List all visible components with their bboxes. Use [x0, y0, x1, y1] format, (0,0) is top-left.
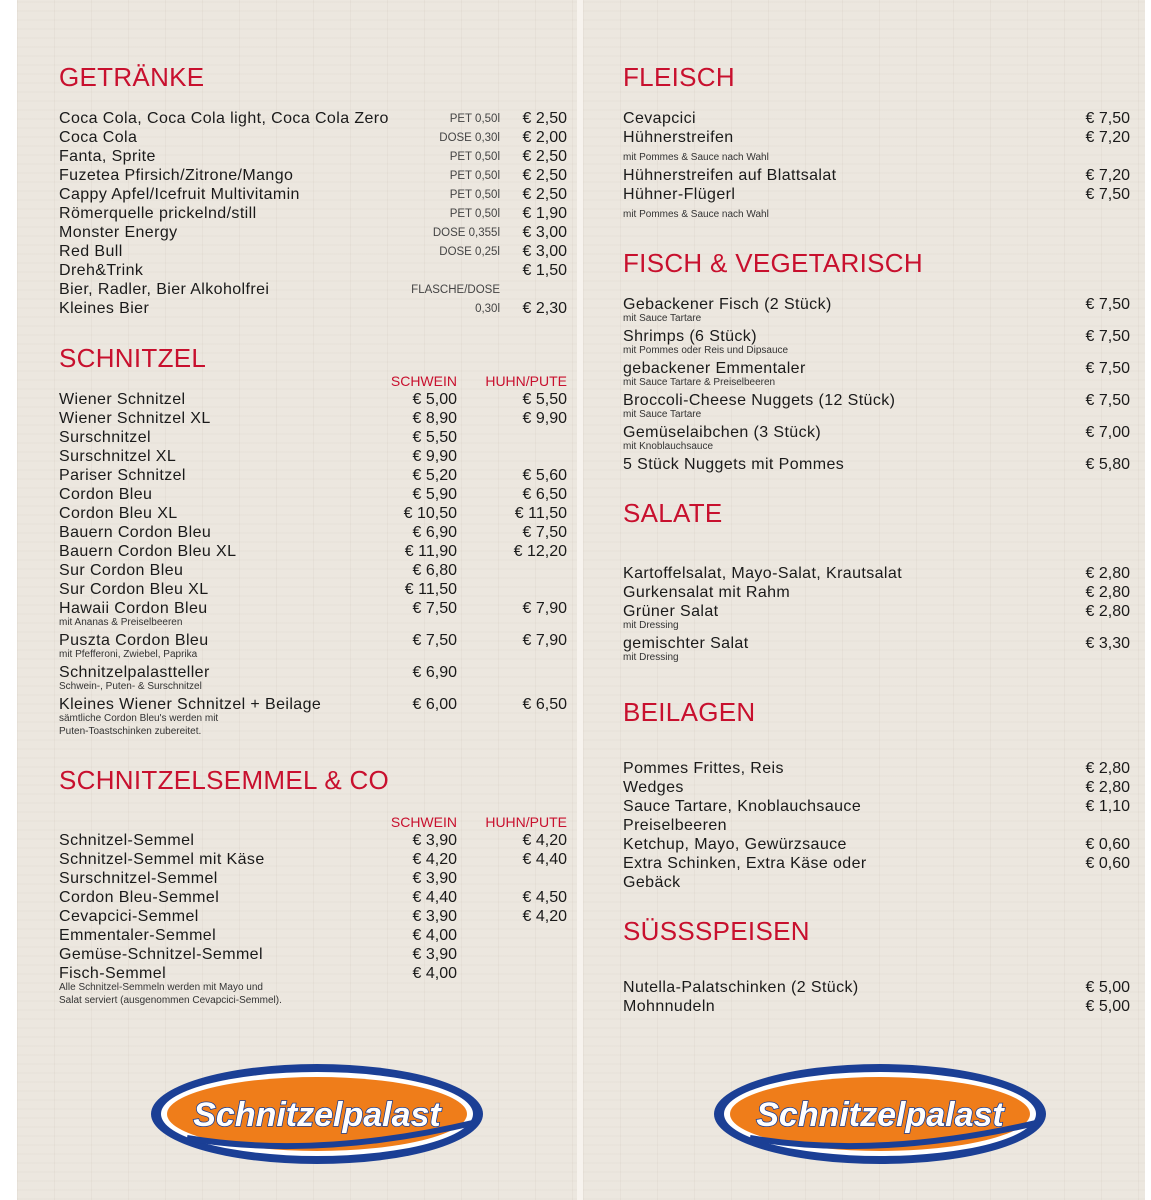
menu-item-name: Ketchup, Mayo, Gewürzsauce [623, 836, 847, 853]
menu-item-price: € 2,80 [1085, 565, 1130, 582]
price-schwein: € 6,90 [412, 664, 457, 681]
column-header-schwein: SCHWEIN [390, 814, 457, 830]
menu-item-price: € 3,30 [1085, 635, 1130, 652]
menu-item-price: € 7,50 [1085, 110, 1130, 127]
price-schwein: € 3,90 [412, 870, 457, 887]
price-schwein: € 4,40 [412, 889, 457, 906]
menu-item-name: Wiener Schnitzel XL [59, 410, 211, 427]
menu-footnote: Alle Schnitzel-Semmeln werden mit Mayo und [59, 982, 263, 993]
price-schwein: € 5,50 [412, 429, 457, 446]
price-schwein: € 3,90 [412, 832, 457, 849]
menu-item-name: gebackener Emmentaler [623, 360, 806, 377]
price-schwein: € 7,50 [412, 600, 457, 617]
menu-item-name: Fanta, Sprite [59, 148, 156, 165]
menu-item-price: € 2,80 [1085, 779, 1130, 796]
price-huhn-pute: € 4,50 [522, 889, 567, 906]
menu-item-price: € 5,80 [1085, 456, 1130, 473]
column-header-huhn-pute: HUHN/PUTE [485, 814, 567, 830]
menu-item-price: € 1,10 [1085, 798, 1130, 815]
menu-item-name: Cappy Apfel/Icefruit Multivitamin [59, 186, 300, 203]
price-huhn-pute: € 7,90 [522, 600, 567, 617]
menu-item-name: Sauce Tartare, Knoblauchsauce [623, 798, 862, 815]
price-schwein: € 7,50 [412, 632, 457, 649]
menu-item-note: sämtliche Cordon Bleu's werden mit [59, 713, 219, 724]
menu-item-price: € 2,80 [1085, 584, 1130, 601]
menu-item-name: Cordon Bleu-Semmel [59, 889, 220, 906]
menu-item-name: Gemüse-Schnitzel-Semmel [59, 946, 263, 963]
menu-item-price: € 7,50 [1085, 186, 1130, 203]
menu-item-name: Sur Cordon Bleu [59, 562, 184, 579]
menu-item-name: Kleines Wiener Schnitzel + Beilage [59, 696, 322, 713]
menu-item-note: mit Pfefferoni, Zwiebel, Paprika [59, 649, 198, 660]
menu-item-name: Bauern Cordon Bleu [59, 524, 212, 541]
menu-item-unit: PET 0,50l [449, 189, 500, 201]
menu-item-price: € 0,60 [1085, 836, 1130, 853]
menu-item-unit: PET 0,50l [449, 113, 500, 125]
section-title-schnitzel: SCHNITZEL [59, 343, 207, 373]
price-huhn-pute: € 7,50 [522, 524, 567, 541]
column-header-schwein: SCHWEIN [390, 373, 457, 389]
menu-item-name: Schnitzel-Semmel [59, 832, 195, 849]
section-title-salate: SALATE [623, 498, 723, 528]
price-huhn-pute: € 5,50 [522, 391, 567, 408]
menu-item-name: Hühner-Flügerl [623, 186, 736, 203]
price-schwein: € 5,90 [412, 486, 457, 503]
menu-item-name: Cordon Bleu [59, 486, 153, 503]
menu-item-unit: FLASCHE/DOSE [411, 284, 500, 296]
price-huhn-pute: € 4,20 [522, 908, 567, 925]
price-schwein: € 4,00 [412, 965, 457, 982]
menu-item-price: € 7,20 [1085, 167, 1130, 184]
price-huhn-pute: € 6,50 [522, 486, 567, 503]
menu-item-price: € 7,20 [1085, 129, 1130, 146]
price-schwein: € 5,20 [412, 467, 457, 484]
menu-item-price: € 2,00 [522, 129, 567, 146]
menu-item-name: Hühnerstreifen [623, 129, 734, 146]
menu-item-name: Cevapcici [623, 110, 696, 127]
price-schwein: € 11,50 [404, 581, 457, 598]
menu-item-name: Wedges [623, 779, 684, 796]
menu-item-name: Gemüselaibchen (3 Stück) [623, 424, 822, 441]
menu-item-name: Römerquelle prickelnd/still [59, 205, 257, 222]
price-schwein: € 9,90 [412, 448, 457, 465]
menu-item-price: € 2,50 [522, 167, 567, 184]
menu-item-name: Hawaii Cordon Bleu [59, 600, 208, 617]
section-title-schnitzelsemmel: SCHNITZELSEMMEL & CO [59, 765, 390, 795]
price-schwein: € 4,00 [412, 927, 457, 944]
menu-item-unit: 0,30l [475, 303, 500, 315]
price-schwein: € 3,90 [412, 946, 457, 963]
menu-item-note: mit Sauce Tartare [623, 313, 702, 324]
menu-item-name: Preiselbeeren [623, 817, 727, 834]
menu-item-note: mit Sauce Tartare & Preiselbeeren [623, 377, 776, 388]
menu-item-name: Dreh&Trink [59, 262, 144, 279]
price-huhn-pute: € 7,90 [522, 632, 567, 649]
price-huhn-pute: € 12,20 [513, 543, 567, 560]
menu-item-note: mit Dressing [623, 620, 679, 631]
menu-item-unit: PET 0,50l [449, 151, 500, 163]
menu-item-name: Sur Cordon Bleu XL [59, 581, 209, 598]
price-schwein: € 8,90 [412, 410, 457, 427]
price-schwein: € 4,20 [412, 851, 457, 868]
menu-item-note: mit Sauce Tartare [623, 409, 702, 420]
menu-item-price: € 2,80 [1085, 603, 1130, 620]
menu-item-name: Gebackener Fisch (2 Stück) [623, 296, 832, 313]
logo-wordmark: Schnitzelpalast [756, 1096, 1004, 1134]
menu-footnote: Salat serviert (ausgenommen Cevapcici-Semmel). [59, 995, 282, 1006]
menu-item-price: € 5,00 [1085, 998, 1130, 1015]
menu-item-unit: DOSE 0,25l [439, 246, 500, 258]
menu-item-price: € 7,00 [1085, 424, 1130, 441]
menu-item-name: Gebäck [623, 874, 681, 891]
menu-item-price: € 2,50 [522, 110, 567, 127]
price-huhn-pute: € 4,40 [522, 851, 567, 868]
menu-item-name: Cevapcici-Semmel [59, 908, 199, 925]
menu-footnote: Puten-Toastschinken zubereitet. [59, 726, 202, 737]
menu-item-name: Coca Cola [59, 129, 138, 146]
menu-item-name: Grüner Salat [623, 603, 719, 620]
menu-item-name: Bauern Cordon Bleu XL [59, 543, 237, 560]
menu-item-name: Broccoli-Cheese Nuggets (12 Stück) [623, 392, 896, 409]
menu-item-name: Extra Schinken, Extra Käse oder [623, 855, 867, 872]
price-schwein: € 5,00 [412, 391, 457, 408]
menu-item-price: € 0,60 [1085, 855, 1130, 872]
price-huhn-pute: € 5,60 [522, 467, 567, 484]
menu-item-name: Bier, Radler, Bier Alkoholfrei [59, 281, 270, 298]
menu-item-name: Wiener Schnitzel [59, 391, 186, 408]
price-huhn-pute: € 6,50 [522, 696, 567, 713]
menu-item-name: 5 Stück Nuggets mit Pommes [623, 456, 845, 473]
menu-item-note: Schwein-, Puten- & Surschnitzel [59, 681, 202, 692]
menu-item-name: Surschnitzel XL [59, 448, 177, 465]
menu-item-name: Kartoffelsalat, Mayo-Salat, Krautsalat [623, 565, 903, 582]
menu-item-price: € 7,50 [1085, 360, 1130, 377]
menu-item-name: Surschnitzel-Semmel [59, 870, 218, 887]
menu-item-price: € 7,50 [1085, 392, 1130, 409]
schnitzelpalast-logo-left [147, 1060, 487, 1168]
menu-item-price: € 5,00 [1085, 979, 1130, 996]
price-schwein: € 6,00 [412, 696, 457, 713]
price-schwein: € 6,90 [412, 524, 457, 541]
menu-item-name: Monster Energy [59, 224, 178, 241]
menu-item-price: € 3,00 [522, 243, 567, 260]
section-title-fisch-vegetarisch: FISCH & VEGETARISCH [623, 248, 923, 278]
menu-item-price: € 2,80 [1085, 760, 1130, 777]
price-schwein: € 3,90 [412, 908, 457, 925]
menu-item-name: Kleines Bier [59, 300, 150, 317]
menu-item-price: € 2,30 [522, 300, 567, 317]
menu-item-price: € 1,90 [522, 205, 567, 222]
price-huhn-pute: € 9,90 [522, 410, 567, 427]
section-title-fleisch: FLEISCH [623, 62, 735, 92]
schnitzelpalast-logo-right [710, 1060, 1050, 1168]
menu-item-name: Surschnitzel [59, 429, 151, 446]
section-title-suessspeisen: SÜSSSPEISEN [623, 916, 810, 946]
menu-item-name: Pariser Schnitzel [59, 467, 186, 484]
price-huhn-pute: € 11,50 [514, 505, 567, 522]
menu-item-name: Schnitzelpalastteller [59, 664, 210, 681]
menu-item-note: mit Ananas & Preiselbeeren [59, 617, 183, 628]
menu-item-note: mit Pommes oder Reis und Dipsauce [623, 345, 789, 356]
menu-item-name: gemischter Salat [623, 635, 749, 652]
menu-item-price: € 7,50 [1085, 328, 1130, 345]
menu-item-note: mit Dressing [623, 652, 679, 663]
menu-item-name: Emmentaler-Semmel [59, 927, 217, 944]
menu-item-price: € 1,50 [522, 262, 567, 279]
menu-item-name: Pommes Frittes, Reis [623, 760, 784, 777]
menu-item-price: € 2,50 [522, 148, 567, 165]
menu-item-price: € 7,50 [1085, 296, 1130, 313]
menu-item-unit: PET 0,50l [449, 208, 500, 220]
menu-item-unit: PET 0,50l [449, 170, 500, 182]
menu-item-note: mit Knoblauchsauce [623, 441, 714, 452]
menu-item-name: Fisch-Semmel [59, 965, 167, 982]
menu-item-name: Mohnnudeln [623, 998, 716, 1015]
logo-wordmark: Schnitzelpalast [193, 1096, 441, 1134]
menu-item-name: Hühnerstreifen auf Blattsalat [623, 167, 837, 184]
price-huhn-pute: € 4,20 [522, 832, 567, 849]
menu-item-name: Shrimps (6 Stück) [623, 328, 757, 345]
menu-item-name: Fuzetea Pfirsich/Zitrone/Mango [59, 167, 294, 184]
menu-item-name: Gurkensalat mit Rahm [623, 584, 791, 601]
menu-item-note: mit Pommes & Sauce nach Wahl [623, 209, 769, 220]
menu-item-name: Nutella-Palatschinken (2 Stück) [623, 979, 859, 996]
column-header-huhn-pute: HUHN/PUTE [485, 373, 567, 389]
menu-item-name: Puszta Cordon Bleu [59, 632, 209, 649]
section-title-beilagen: BEILAGEN [623, 697, 756, 727]
menu-item-price: € 2,50 [522, 186, 567, 203]
section-title-getraenke: GETRÄNKE [59, 62, 205, 92]
menu-item-price: € 3,00 [522, 224, 567, 241]
menu-item-unit: DOSE 0,355l [432, 227, 500, 239]
menu-item-name: Schnitzel-Semmel mit Käse [59, 851, 265, 868]
menu-item-note: mit Pommes & Sauce nach Wahl [623, 152, 769, 163]
menu-item-unit: DOSE 0,30l [439, 132, 500, 144]
price-schwein: € 6,80 [412, 562, 457, 579]
menu-item-name: Cordon Bleu XL [59, 505, 178, 522]
menu-item-name: Red Bull [59, 243, 123, 260]
price-schwein: € 11,90 [404, 543, 457, 560]
price-schwein: € 10,50 [403, 505, 457, 522]
menu-item-name: Coca Cola, Coca Cola light, Coca Cola Zero [59, 110, 389, 127]
